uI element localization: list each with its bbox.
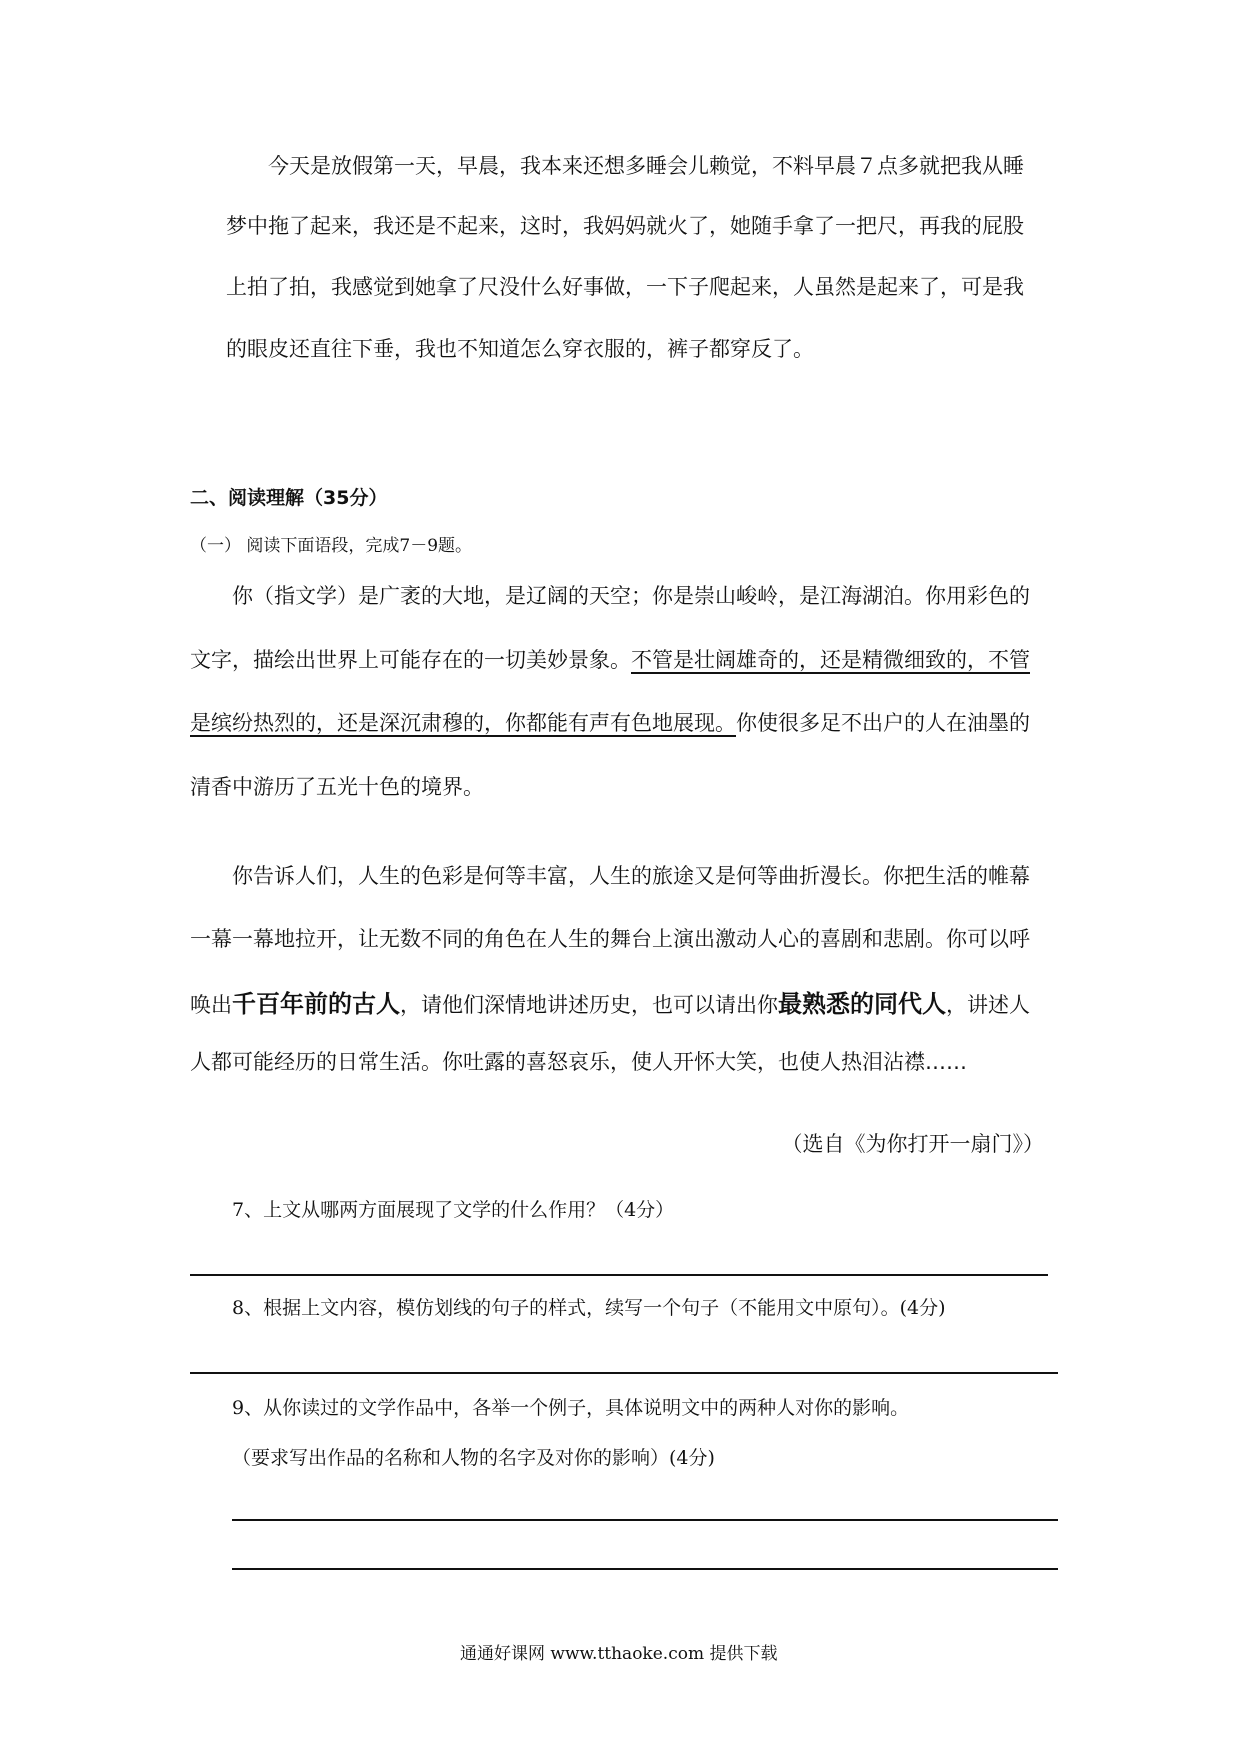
passage-p2-line-4: 人都可能经历的日常生活。你吐露的喜怒哀乐，使人开怀大笑，也使人热泪沾襟…… [190, 1050, 967, 1074]
answer-line-q7 [190, 1274, 1048, 1276]
answer-line-q9-2 [232, 1568, 1058, 1570]
question-9: 9、从你读过的文学作品中，各举一个例子，具体说明文中的两种人对你的影响。 [232, 1397, 910, 1419]
passage-p2-line-1: 你告诉人们，人生的色彩是何等丰富，人生的旅途又是何等曲折漫长。你把生活的帷幕 [232, 864, 1030, 888]
passage-p2-line-2: 一幕一幕地拉开，让无数不同的角色在人生的舞台上演出激动人心的喜剧和悲剧。你可以呼 [190, 927, 1030, 951]
passage-source: （选自《为你打开一扇门》） [781, 1132, 1044, 1156]
passage-p2-line-3c: ，请他们深情地讲述历史，也可以请出你 [400, 993, 778, 1017]
story-line-1: 今天是放假第一天，早晨，我本来还想多睡会儿赖觉，不料早晨７点多就把我从睡 [268, 154, 1024, 178]
story-line-2: 梦中拖了起来，我还是不起来，这时，我妈妈就火了，她随手拿了一把尺，再我的屁股 [226, 214, 1024, 238]
question-8: 8、根据上文内容，模仿划线的句子的样式，续写一个句子（不能用文中原句）。(4分) [232, 1297, 946, 1319]
passage-p2-line-3 [190, 984, 1030, 1019]
passage-p1-line-3 [190, 707, 1030, 737]
passage-p1-line-3b: 你使很多足不出户的人在油墨的 [736, 711, 1030, 735]
passage-p1-line-1: 你（指文学）是广袤的大地，是辽阔的天空；你是崇山峻岭，是江海湖泊。你用彩色的 [232, 584, 1030, 608]
underlined-sentence-2: 是缤纷热烈的，还是深沉肃穆的，你都能有声有色地展现。 [190, 711, 736, 735]
emphasis-contemporaries: 最熟悉的同代人 [778, 990, 946, 1018]
answer-line-q9-1 [232, 1519, 1058, 1521]
passage-p1-line-2 [190, 644, 1030, 674]
answer-line-q8 [190, 1372, 1058, 1374]
section-subtitle: （一） 阅读下面语段，完成7－9题。 [190, 536, 473, 556]
passage-p1-line-4: 清香中游历了五光十色的境界。 [190, 775, 484, 799]
passage-p2-line-3a: 唤出 [190, 993, 232, 1017]
passage-p1-line-2a: 文字，描绘出世界上可能存在的一切美妙景象。 [190, 648, 631, 672]
question-9-requirement: （要求写出作品的名称和人物的名字及对你的影响）(4分) [232, 1447, 715, 1469]
story-line-3: 上拍了拍，我感觉到她拿了尺没什么好事做，一下子爬起来，人虽然是起来了，可是我 [226, 275, 1024, 299]
page-footer: 通通好课网 www.tthaoke.com 提供下载 [460, 1644, 778, 1664]
emphasis-ancient-people: 千百年前的古人 [232, 990, 400, 1018]
question-7: 7、上文从哪两方面展现了文学的什么作用？（4分） [232, 1199, 675, 1221]
passage-p2-line-3e: ，讲述人 [946, 993, 1030, 1017]
section-title: 二、阅读理解（35分） [190, 487, 388, 509]
underlined-sentence-1: 不管是壮阔雄奇的，还是精微细致的，不管 [631, 648, 1030, 672]
story-line-4: 的眼皮还直往下垂，我也不知道怎么穿衣服的，裤子都穿反了。 [226, 337, 814, 361]
